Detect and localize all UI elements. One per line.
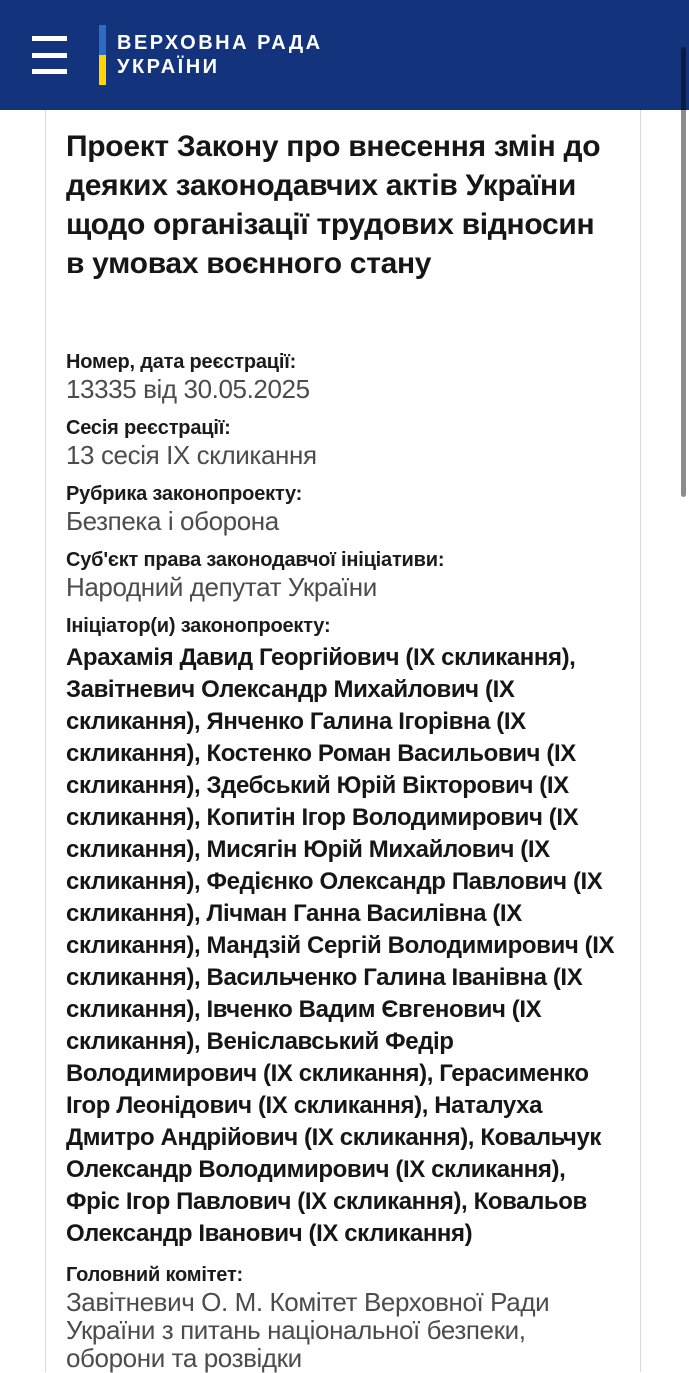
field-group-session — [66, 415, 620, 469]
field-value: Безпека і оборона — [66, 506, 279, 536]
field-group-registration — [66, 349, 620, 403]
site-header — [0, 0, 689, 110]
field-label: Сесія реєстрації: — [66, 417, 231, 439]
menu-button[interactable] — [32, 36, 67, 74]
hamburger-icon — [32, 69, 67, 74]
ukraine-flag-icon — [99, 25, 106, 85]
field-value: 13335 від 30.05.2025 — [66, 374, 310, 404]
hamburger-icon — [32, 36, 67, 41]
field-group-rubric — [66, 481, 620, 535]
site-logo[interactable] — [99, 25, 323, 85]
field-group-subject — [66, 547, 620, 601]
brand-line1: ВЕРХОВНА РАДА — [117, 32, 323, 54]
field-label: Номер, дата реєстрації: — [66, 351, 297, 373]
scrollbar-thumb[interactable] — [681, 47, 686, 497]
hamburger-icon — [32, 53, 67, 58]
field-value: Завітневич О. М. Комітет Верховної Ради України з питань національної безпеки, оборони та розвідки — [66, 1287, 550, 1373]
field-value: 13 сесія IX скликання — [66, 440, 317, 470]
field-label: Ініціатор(и) законопроекту: — [66, 615, 331, 637]
bill-card — [45, 110, 641, 1372]
brand-name — [117, 31, 323, 79]
field-group-initiators — [66, 613, 620, 1250]
bill-title: Проект Закону про внесення змін до деяких законодавчих актів України щодо організації трудових відносин в умовах воєнного стану — [66, 130, 601, 280]
field-value: Народний депутат України — [66, 572, 377, 602]
field-label: Головний комітет: — [66, 1264, 244, 1286]
field-label: Рубрика законопроекту: — [66, 483, 303, 505]
field-label: Суб'єкт права законодавчої ініціативи: — [66, 549, 445, 571]
initiators-list: Арахамія Давид Георгійович (IX скликання), Завітневич Олександр Михайлович (IX скликання), Янченко Галина Ігорівна (IX скликання), Костенко Роман Васильович (IX скликання), Здебський Юрій Вікторович (IX скликання), Копитін Ігор Володимирович (IX скликання), Мисягін Юрій Михайлович (IX скликання), Федієнко Олександр Павлович (IX скликання), Лічман Ганна Василівна (IX скликання), Мандзій Сергій Володимирович (IX скликання), Васильченко Галина Іванівна (IX скликання), Івченко Вадим Євгенович (IX скликання), Веніславський Федір Володимирович (IX скликання), Герасименко Ігор Леонідович (IX скликання), Наталуха Дмитро Андрійович (IX скликання), Ковальчук Олександр Володимирович (IX скликання), Фріс Ігор Павлович (IX скликання), Ковальов Олександр Іванович (IX скликання) — [66, 644, 615, 1247]
field-group-committee — [66, 1262, 620, 1372]
brand-line2: УКРАЇНИ — [117, 56, 220, 78]
